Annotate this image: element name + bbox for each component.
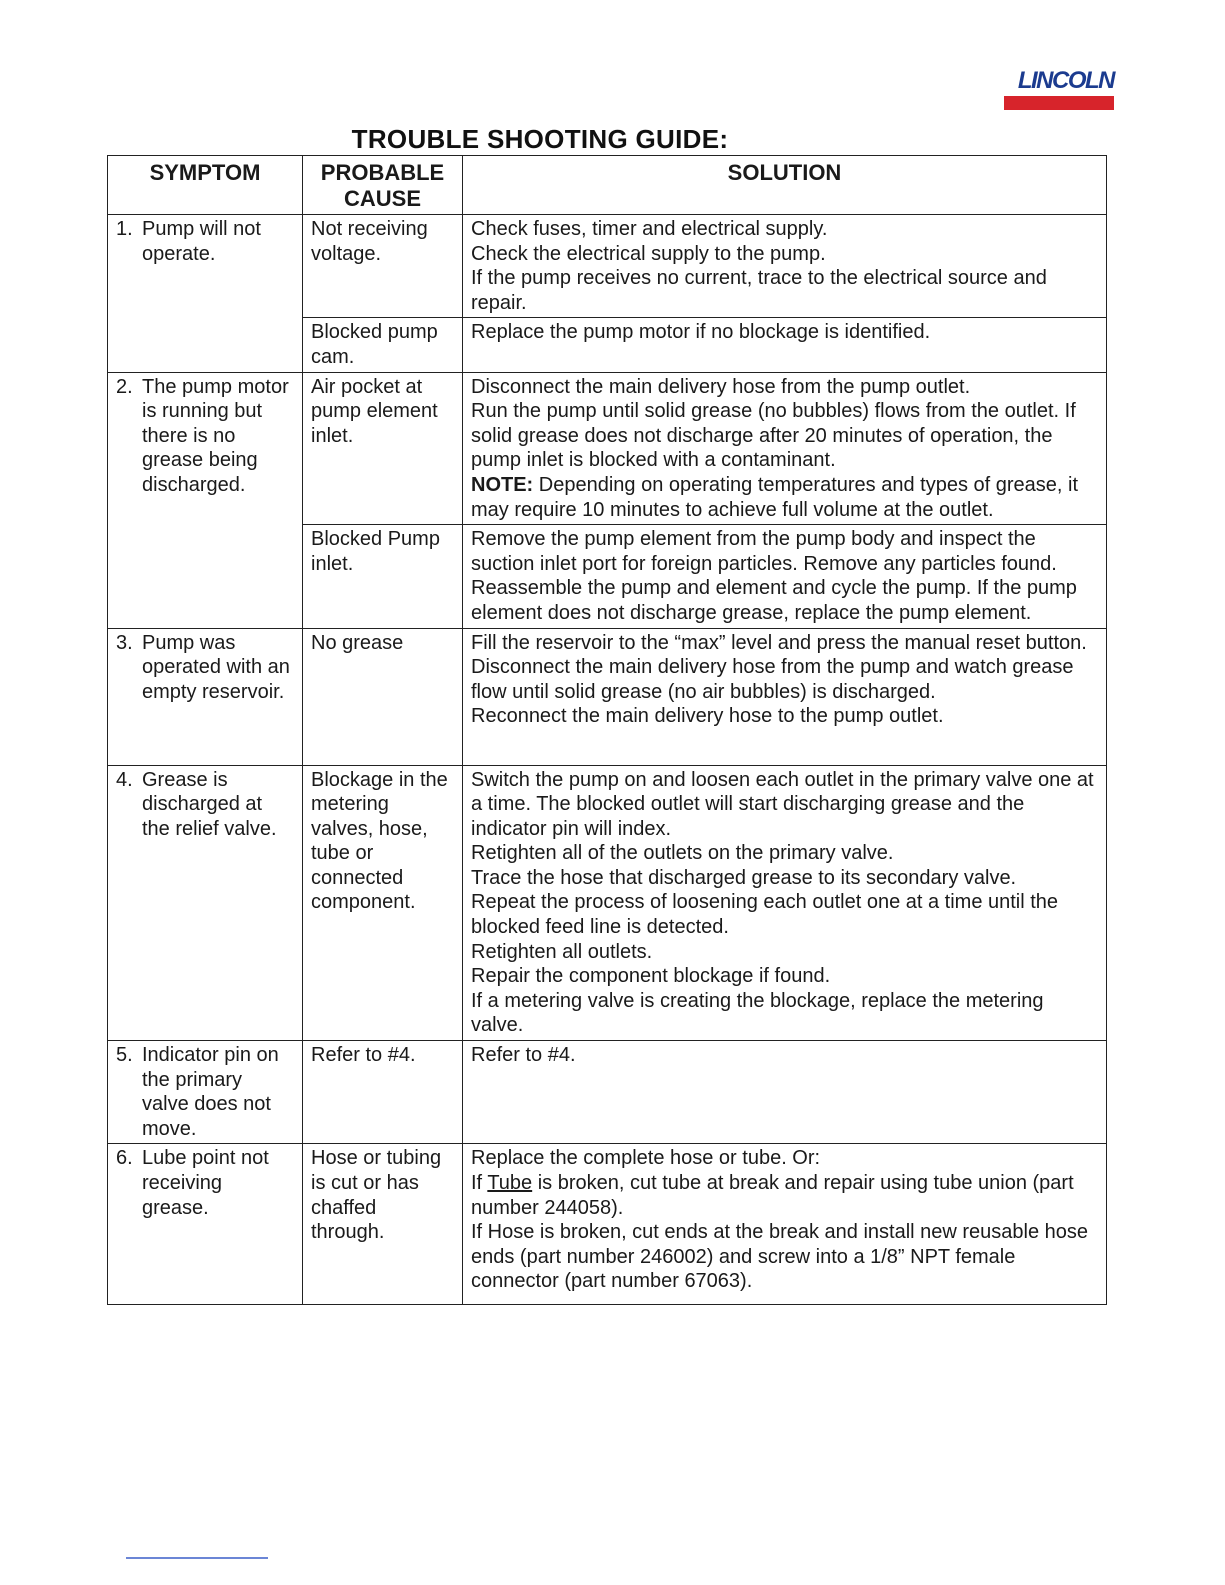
- solution-line: Run the pump until solid grease (no bubbles) flows from the outlet. If solid grease does not discharge after 20 minutes of operation, the pump inlet is blocked with a contaminant.: [471, 400, 1076, 472]
- solution-note: [471, 473, 1098, 522]
- cause-cell: Hose or tubing is cut or has chaffed through.: [303, 1144, 463, 1305]
- header-symptom: SYMPTOM: [108, 156, 303, 215]
- lincoln-logo: [1004, 68, 1114, 110]
- symptom-cell: [108, 1041, 303, 1144]
- solution-line: Repeat the process of loosening each outlet one at a time until the blocked feed line is detected.: [471, 891, 1059, 939]
- symptom-cell: [108, 1144, 303, 1305]
- tube-underlined-word: Tube: [487, 1172, 533, 1194]
- solution-line: If a metering valve is creating the blockage, replace the metering valve.: [471, 989, 1044, 1037]
- table-row: [108, 1041, 1107, 1144]
- symptom-text: Grease is discharged at the relief valve.: [142, 768, 277, 840]
- symptom-number: 2.: [116, 375, 133, 398]
- tube-suffix: is broken, cut tube at break and repair using tube union (part number 244058).: [471, 1172, 1074, 1219]
- cause-cell: Blockage in the metering valves, hose, tube or connected component.: [303, 765, 463, 1041]
- logo-text: LINCOLN: [1017, 67, 1114, 94]
- cause-cell: Not receiving voltage.: [303, 215, 463, 318]
- symptom-cell: [108, 765, 303, 1041]
- solution-cell: [463, 1041, 1107, 1144]
- symptom-text: Pump was operated with an empty reservoir.: [142, 631, 290, 703]
- solution-cell: [463, 215, 1107, 318]
- solution-line: Disconnect the main delivery hose from the pump outlet.: [471, 375, 971, 398]
- troubleshooting-table: [107, 155, 1107, 1305]
- solution-line: Replace the pump motor if no blockage is identified.: [471, 321, 931, 344]
- solution-line: Remove the pump element from the pump body and inspect the suction inlet port for foreign particles. Remove any particles found.: [471, 528, 1057, 575]
- cause-cell: Refer to #4.: [303, 1041, 463, 1144]
- solution-line: Reconnect the main delivery hose to the pump outlet.: [471, 705, 944, 728]
- cause-cell: Blocked pump cam.: [303, 318, 463, 372]
- symptom-cell: [108, 628, 303, 765]
- solution-line: Retighten all outlets.: [471, 940, 653, 963]
- table-row: [108, 1144, 1107, 1305]
- solution-line: Retighten all of the outlets on the primary valve.: [471, 842, 894, 865]
- header-solution: SOLUTION: [463, 156, 1107, 215]
- symptom-number: 4.: [116, 768, 133, 791]
- solution-cell: [463, 628, 1107, 765]
- solution-line: Replace the complete hose or tube. Or:: [471, 1147, 821, 1170]
- solution-line: If Hose is broken, cut ends at the break and install new reusable hose ends (part number 246002) and screw into a 1/8” NPT female connector (part number 67063).: [471, 1221, 1089, 1293]
- symptom-text: Indicator pin on the primary valve does not move.: [142, 1044, 279, 1140]
- note-text: Depending on operating temperatures and types of grease, it may require 10 minutes to achieve full volume at the outlet.: [471, 473, 1079, 521]
- solution-cell: [463, 525, 1107, 628]
- solution-cell: [463, 318, 1107, 372]
- solution-line: Fill the reservoir to the “max” level and press the manual reset button.: [471, 631, 1087, 654]
- solution-line: Check fuses, timer and electrical supply.: [471, 218, 828, 240]
- table-row: [108, 628, 1107, 765]
- symptom-number: 3.: [116, 631, 133, 654]
- symptom-text: Pump will not operate.: [142, 218, 261, 265]
- symptom-text: Lube point not receiving grease.: [142, 1147, 269, 1219]
- solution-line: If the pump receives no current, trace to the electrical source and repair.: [471, 267, 1047, 314]
- solution-line: Reassemble the pump and element and cycle the pump. If the pump element does not discharge grease, replace the pump element.: [471, 577, 1077, 624]
- solution-line: Repair the component blockage if found.: [471, 965, 831, 988]
- tube-prefix: If: [471, 1172, 483, 1194]
- solution-line: Trace the hose that discharged grease to its secondary valve.: [471, 866, 1017, 889]
- symptom-cell: [108, 372, 303, 628]
- solution-cell: [463, 1144, 1107, 1305]
- symptom-number: 1.: [116, 218, 133, 240]
- symptom-number: 5.: [116, 1044, 133, 1067]
- logo-red-bar: [1004, 96, 1114, 110]
- symptom-number: 6.: [116, 1147, 133, 1170]
- cause-cell: Blocked Pump inlet.: [303, 525, 463, 628]
- solution-line: Disconnect the main delivery hose from the pump and watch grease flow until solid grease (no air bubbles) is discharged.: [471, 656, 1074, 703]
- cause-cell: No grease: [303, 628, 463, 765]
- table-row: [108, 215, 1107, 318]
- solution-cell: [463, 372, 1107, 525]
- table-row: [108, 765, 1107, 1041]
- cause-cell: Air pocket at pump element inlet.: [303, 372, 463, 525]
- solution-line: [471, 1171, 1098, 1220]
- page-title: TROUBLE SHOOTING GUIDE:: [351, 124, 729, 154]
- header-probable-cause: PROBABLE CAUSE: [303, 156, 463, 215]
- symptom-text: The pump motor is running but there is no grease being discharged.: [142, 375, 289, 496]
- solution-cell: [463, 765, 1107, 1041]
- table-row: [108, 372, 1107, 525]
- footer-link-underline: [126, 1557, 268, 1559]
- solution-line: Refer to #4.: [471, 1044, 576, 1067]
- solution-line: Check the electrical supply to the pump.: [471, 242, 826, 265]
- solution-line: Switch the pump on and loosen each outlet in the primary valve one at a time. The blocked outlet will start discharging grease and the indicator pin will index.: [471, 768, 1094, 840]
- symptom-cell: [108, 215, 303, 373]
- table-header-row: [108, 156, 1107, 215]
- note-label: NOTE:: [471, 473, 534, 496]
